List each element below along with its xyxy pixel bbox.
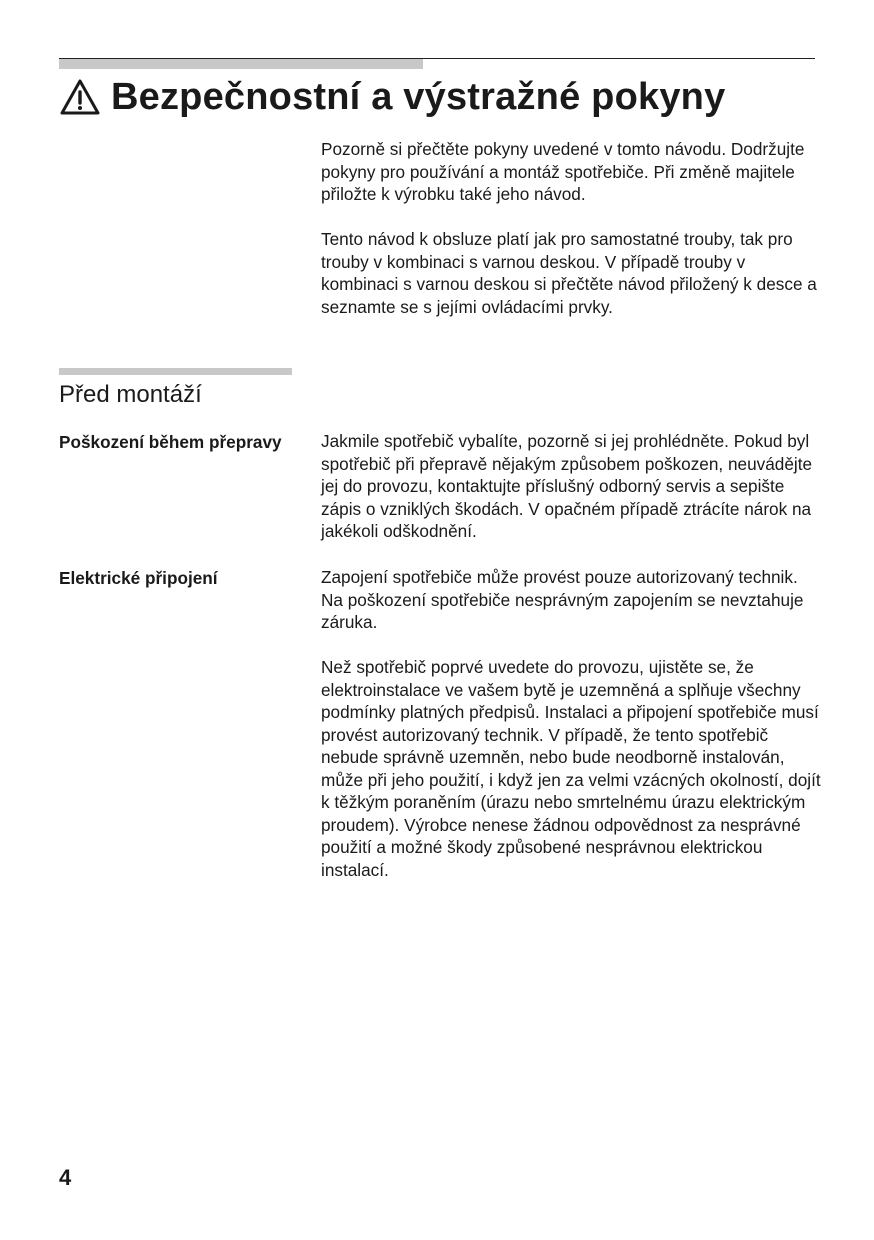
intro-paragraph: Tento návod k obsluze platí jak pro samostatné trouby, tak pro trouby v kombinaci s varnou deskou. V případě trouby v kombinaci s varnou deskou si přečtěte návod přiložený k desce a seznamte se s jejími ovládacími prvky. xyxy=(321,229,817,317)
intro-text xyxy=(321,138,821,318)
electrical-connection-label: Elektrické připojení xyxy=(59,568,218,588)
section-title: Před montáží xyxy=(59,381,202,408)
intro-paragraph: Pozorně si přečtěte pokyny uvedené v tomto návodu. Dodržujte pokyny pro používání a montáž spotřebiče. Při změně majitele přiložte k výrobku také jeho návod. xyxy=(321,139,805,204)
body-paragraph: Jakmile spotřebič vybalíte, pozorně si jej prohlédněte. Pokud byl spotřebič při přepravě nějakým způsobem poškozen, neuvádějte jej do provozu, kontaktujte příslušný odborný servis a sepište zápis o vzniklých škodách. V opačném případě ztrácíte nárok na jakékoli odškodnění. xyxy=(321,431,813,541)
warning-triangle-icon xyxy=(59,78,101,116)
header-accent-bar xyxy=(59,59,423,69)
body-paragraph: Než spotřebič poprvé uvedete do provozu, ujistěte se, že elektroinstalace ve vašem bytě je uzemněná a splňuje všechny podmínky platných předpisů. Instalaci a připojení spotřebiče musí provést autorizovaný technik. V případě, že tento spotřebič nebude správně uzemněn, nebo bude neodborně instalován, může při jeho použití, i když jen za velmi vzácných okolností, dojít k těžkým poraněním (úrazu nebo smrtelnému úrazu elektrickým proudem). Výrobce nenese žádnou odpovědnost za nesprávné použití a možné škody způsobené nesprávnou elektrickou instalací. xyxy=(321,657,821,880)
transport-damage-label: Poškození během přepravy xyxy=(59,432,282,452)
transport-damage-text xyxy=(321,430,821,543)
electrical-connection-text xyxy=(321,566,821,881)
page-title-text: Bezpečnostní a výstražné pokyny xyxy=(111,76,726,118)
body-paragraph: Zapojení spotřebiče může provést pouze autorizovaný technik. Na poškození spotřebiče nesprávným zapojením se nevztahuje záruka. xyxy=(321,567,804,632)
page-number: 4 xyxy=(59,1165,72,1190)
page-title xyxy=(59,74,819,120)
section-accent-bar xyxy=(59,368,292,375)
